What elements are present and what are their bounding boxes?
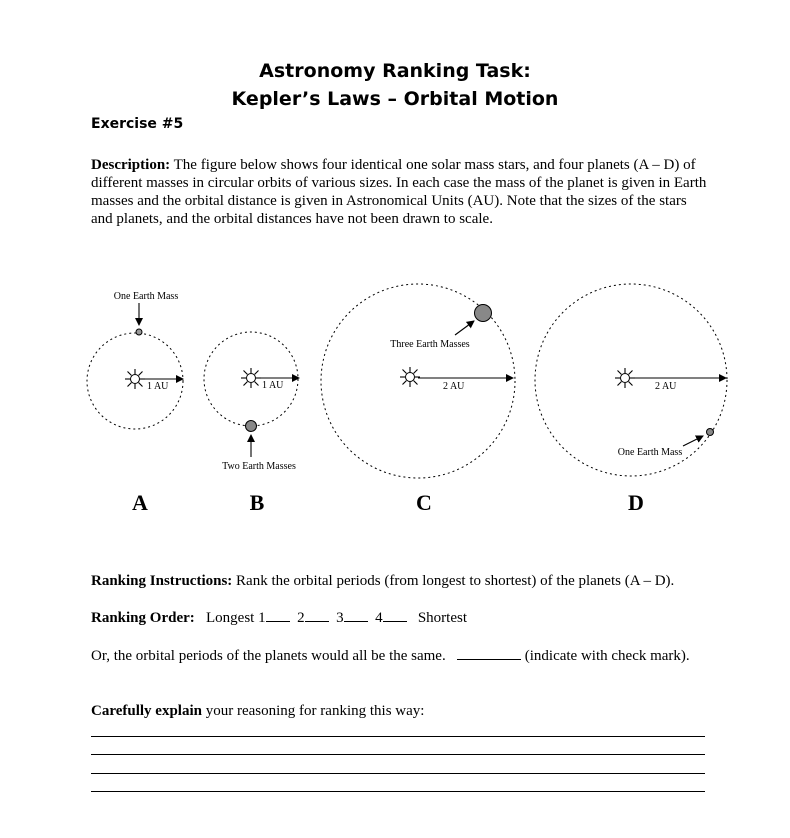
- distance-label-d: 2 AU: [655, 381, 677, 392]
- description-label: Description:: [91, 157, 171, 173]
- worksheet-subtitle: Kepler’s Laws – Orbital Motion: [231, 88, 559, 110]
- rank-slot-3-input[interactable]: [344, 609, 368, 622]
- same-period-checkmark-input[interactable]: [457, 647, 521, 660]
- mass-label-a: One Earth Mass: [113, 291, 179, 302]
- distance-label-a: 1 AU: [147, 381, 169, 392]
- panel-a: [87, 291, 183, 515]
- mass-arrow-d: [683, 436, 703, 446]
- planet-d: [707, 429, 714, 436]
- planet-a: [136, 329, 142, 335]
- answer-line-1[interactable]: [91, 736, 705, 737]
- panel-letter-d: D: [628, 490, 644, 515]
- rank-slot-4-input[interactable]: [383, 609, 407, 622]
- rank-slot-1-input[interactable]: [266, 609, 290, 622]
- rank-slot-2-input[interactable]: [305, 609, 329, 622]
- planet-c: [475, 305, 492, 322]
- answer-line-4[interactable]: [91, 791, 705, 792]
- panel-c: [321, 284, 515, 515]
- answer-line-3[interactable]: [91, 773, 705, 774]
- ranking-instructions: [91, 572, 731, 590]
- panel-letter-b: B: [249, 490, 265, 515]
- mass-label-d: One Earth Mass: [617, 447, 683, 458]
- worksheet-title: Astronomy Ranking Task:: [259, 60, 531, 82]
- alternative-note: (indicate with check mark).: [524, 648, 690, 664]
- longest-label: Longest: [206, 610, 255, 626]
- rank-slot-3-label: 3: [336, 610, 344, 626]
- star-icon: [241, 368, 261, 388]
- mass-arrow-c: [455, 321, 474, 335]
- instructions-text: Rank the orbital periods (from longest to shortest) of the planets (A – D).: [232, 573, 675, 589]
- alternative-text: Or, the orbital periods of the planets would all be the same.: [91, 648, 446, 664]
- explain-text: your reasoning for ranking this way:: [201, 703, 425, 719]
- panel-b: [204, 332, 299, 515]
- rank-slot-4-label: 4: [375, 610, 383, 626]
- answer-line-2[interactable]: [91, 754, 705, 755]
- exercise-number: Exercise #5: [91, 116, 184, 132]
- panel-letter-a: A: [132, 490, 148, 515]
- star-icon: [125, 369, 145, 389]
- shortest-label: Shortest: [417, 610, 468, 626]
- rank-slot-2-label: 2: [297, 610, 305, 626]
- star-icon: [615, 368, 635, 388]
- ranking-order-row: [91, 609, 731, 627]
- star-icon: [400, 367, 420, 387]
- distance-label-c: 2 AU: [443, 381, 465, 392]
- description-text: The figure below shows four identical one solar mass stars, and four planets (A – D) of different masses in circular orbits of various sizes. In each case the mass of the planet is given in Earth masses and the orbital distance is given in Astronomical Units (AU). Note that the sizes of the stars and planets, and the orbital distances have not been drawn to scale.: [91, 157, 707, 227]
- mass-label-b: Two Earth Masses: [222, 461, 296, 472]
- distance-label-b: 1 AU: [262, 380, 284, 391]
- instructions-label: Ranking Instructions:: [91, 573, 233, 589]
- mass-label-c: Three Earth Masses: [390, 339, 470, 350]
- ranking-order-label: Ranking Order:: [91, 610, 195, 626]
- planet-b: [246, 421, 257, 432]
- explain-label: Carefully explain: [91, 703, 202, 719]
- rank-slot-1-label: 1: [258, 610, 266, 626]
- alternative-answer: [91, 647, 711, 665]
- panel-letter-c: C: [416, 490, 432, 515]
- panel-d: [535, 284, 727, 515]
- explain-prompt: [91, 702, 711, 720]
